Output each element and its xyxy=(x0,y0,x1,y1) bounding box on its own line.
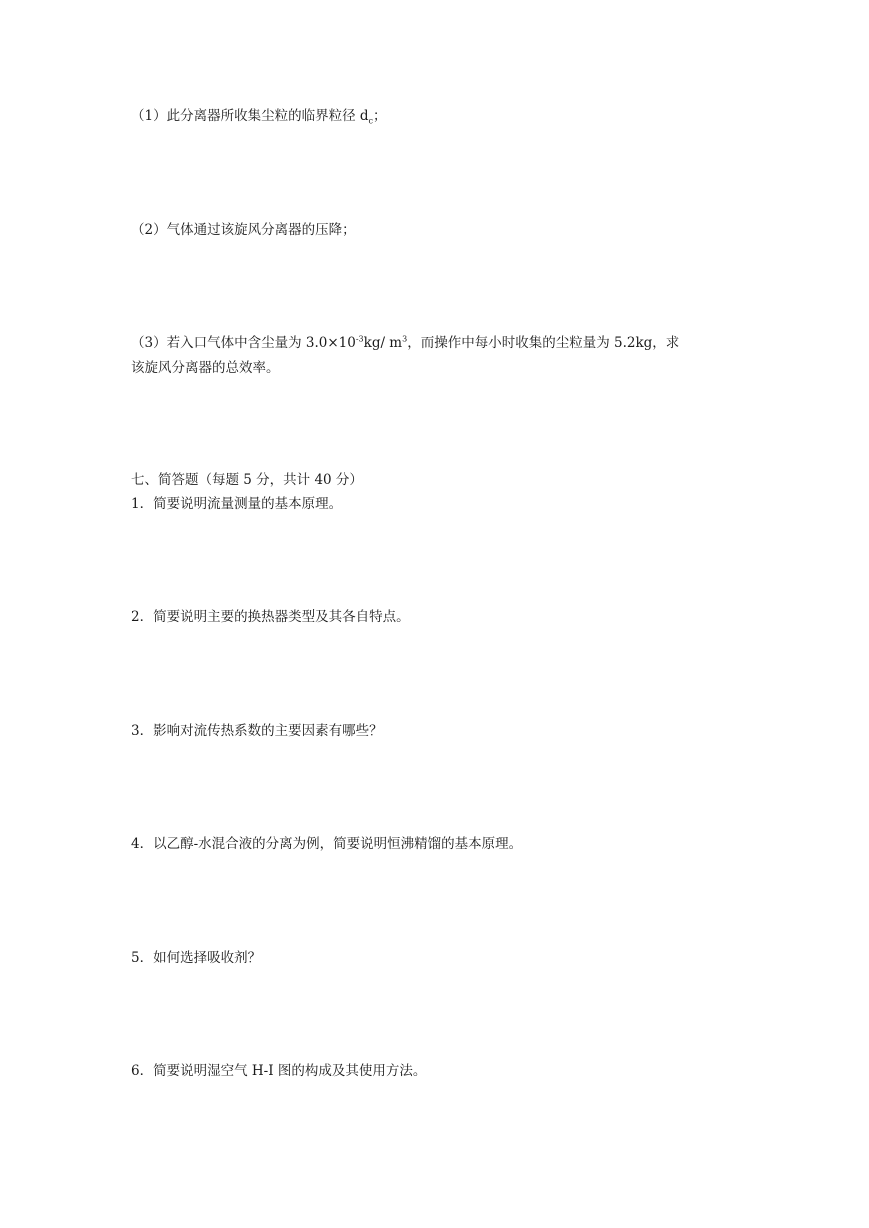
question-3-text-c: ，而操作中每小时收集的尘粒量为 5.2kg，求 xyxy=(407,335,680,351)
short-answer-4: 4．以乙醇-水混合液的分离为例，简要说明恒沸精馏的基本原理。 xyxy=(131,836,523,852)
question-3-unit-exponent: 3 xyxy=(402,334,408,344)
question-1-subscript: c xyxy=(368,116,374,126)
short-answer-6: 6．简要说明湿空气 H-I 图的构成及其使用方法。 xyxy=(131,1063,427,1079)
short-answer-1: 1．简要说明流量测量的基本原理。 xyxy=(131,496,343,512)
short-answer-2: 2．简要说明主要的换热器类型及其各自特点。 xyxy=(131,609,410,625)
question-3-line-1 xyxy=(131,331,751,355)
section-heading: 七、简答题（每题 5 分，共计 40 分） xyxy=(131,472,363,488)
question-3-line-2: 该旋风分离器的总效率。 xyxy=(131,360,280,376)
short-answer-5: 5．如何选择吸收剂？ xyxy=(131,950,262,966)
short-answer-3: 3．影响对流传热系数的主要因素有哪些？ xyxy=(131,723,383,739)
question-2: （2）气体通过该旋风分离器的压降； xyxy=(131,222,356,238)
question-3-exponent: -3 xyxy=(355,334,364,344)
question-1-text: （1）此分离器所收集尘粒的临界粒径 d xyxy=(131,108,369,124)
question-3-unit: kg/ m xyxy=(363,335,403,351)
question-1-suffix: ； xyxy=(373,108,387,124)
question-3-text-a: （3）若入口气体中含尘量为 3.0×10 xyxy=(131,335,356,351)
question-1 xyxy=(131,104,751,128)
